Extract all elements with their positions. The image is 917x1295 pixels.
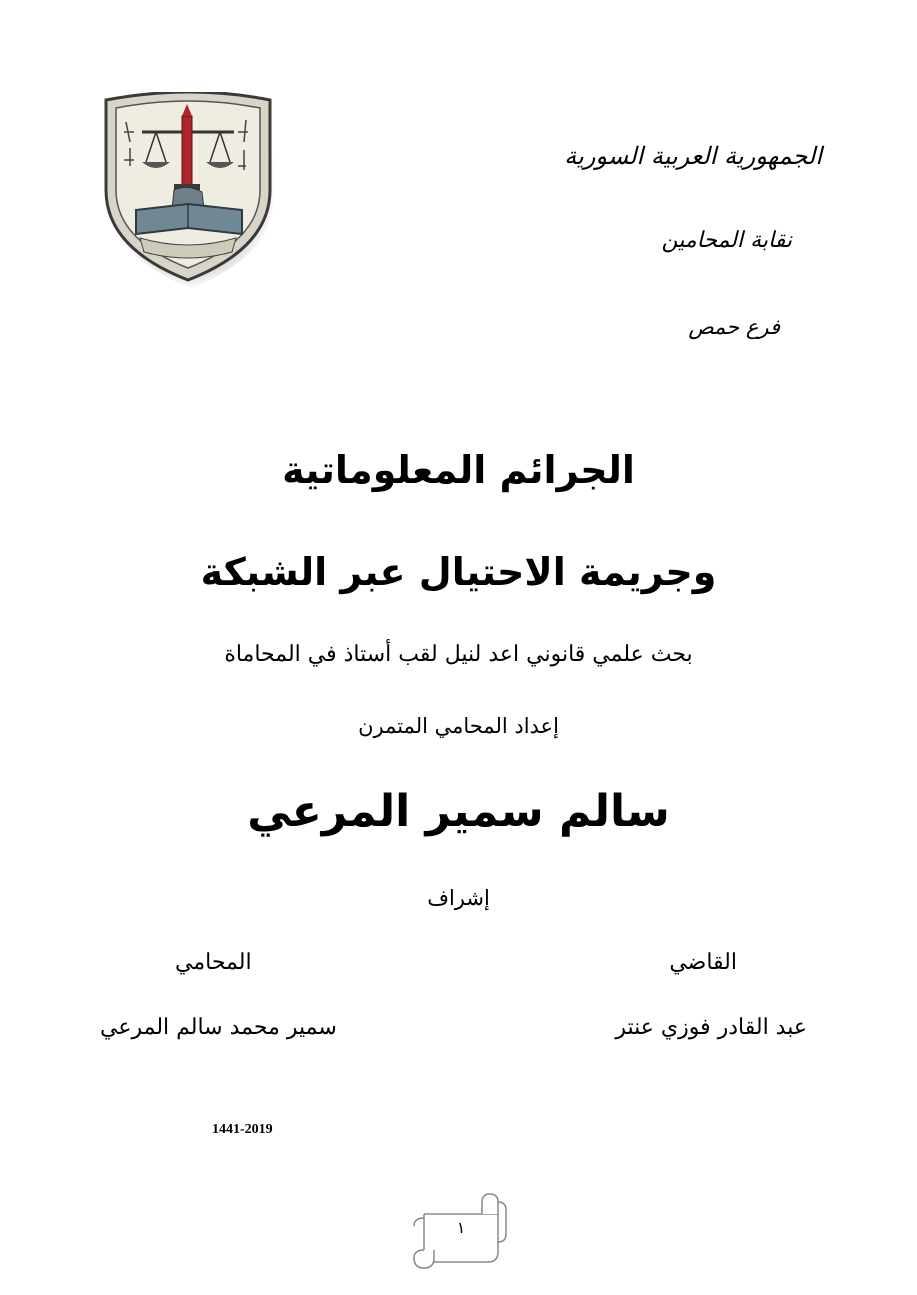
document-title-line-1: الجرائم المعلوماتية: [282, 448, 635, 492]
country-heading: الجمهورية العربية السورية: [564, 142, 822, 170]
page-number: ١: [456, 1218, 466, 1237]
lawyer-name: سمير محمد سالم المرعي: [100, 1015, 337, 1040]
lawyer-title: المحامي: [175, 950, 252, 975]
syndicate-heading: نقابة المحامين: [661, 228, 792, 253]
prepared-by-label: إعداد المحامي المتمرن: [358, 714, 559, 738]
supervision-label: إشراف: [427, 886, 490, 910]
document-year: 1441-2019: [212, 1122, 273, 1137]
branch-heading: فرع حمص: [688, 315, 780, 339]
author-name: سالم سمير المرعي: [247, 786, 670, 837]
judge-name: عبد القادر فوزي عنتر: [615, 1015, 807, 1040]
document-title-line-2: وجريمة الاحتيال عبر الشبكة: [200, 550, 717, 594]
bar-association-emblem-icon: [96, 92, 286, 292]
judge-title: القاضي: [669, 950, 737, 975]
document-subtitle: بحث علمي قانوني اعد لنيل لقب أستاذ في المحاماة: [224, 642, 693, 667]
